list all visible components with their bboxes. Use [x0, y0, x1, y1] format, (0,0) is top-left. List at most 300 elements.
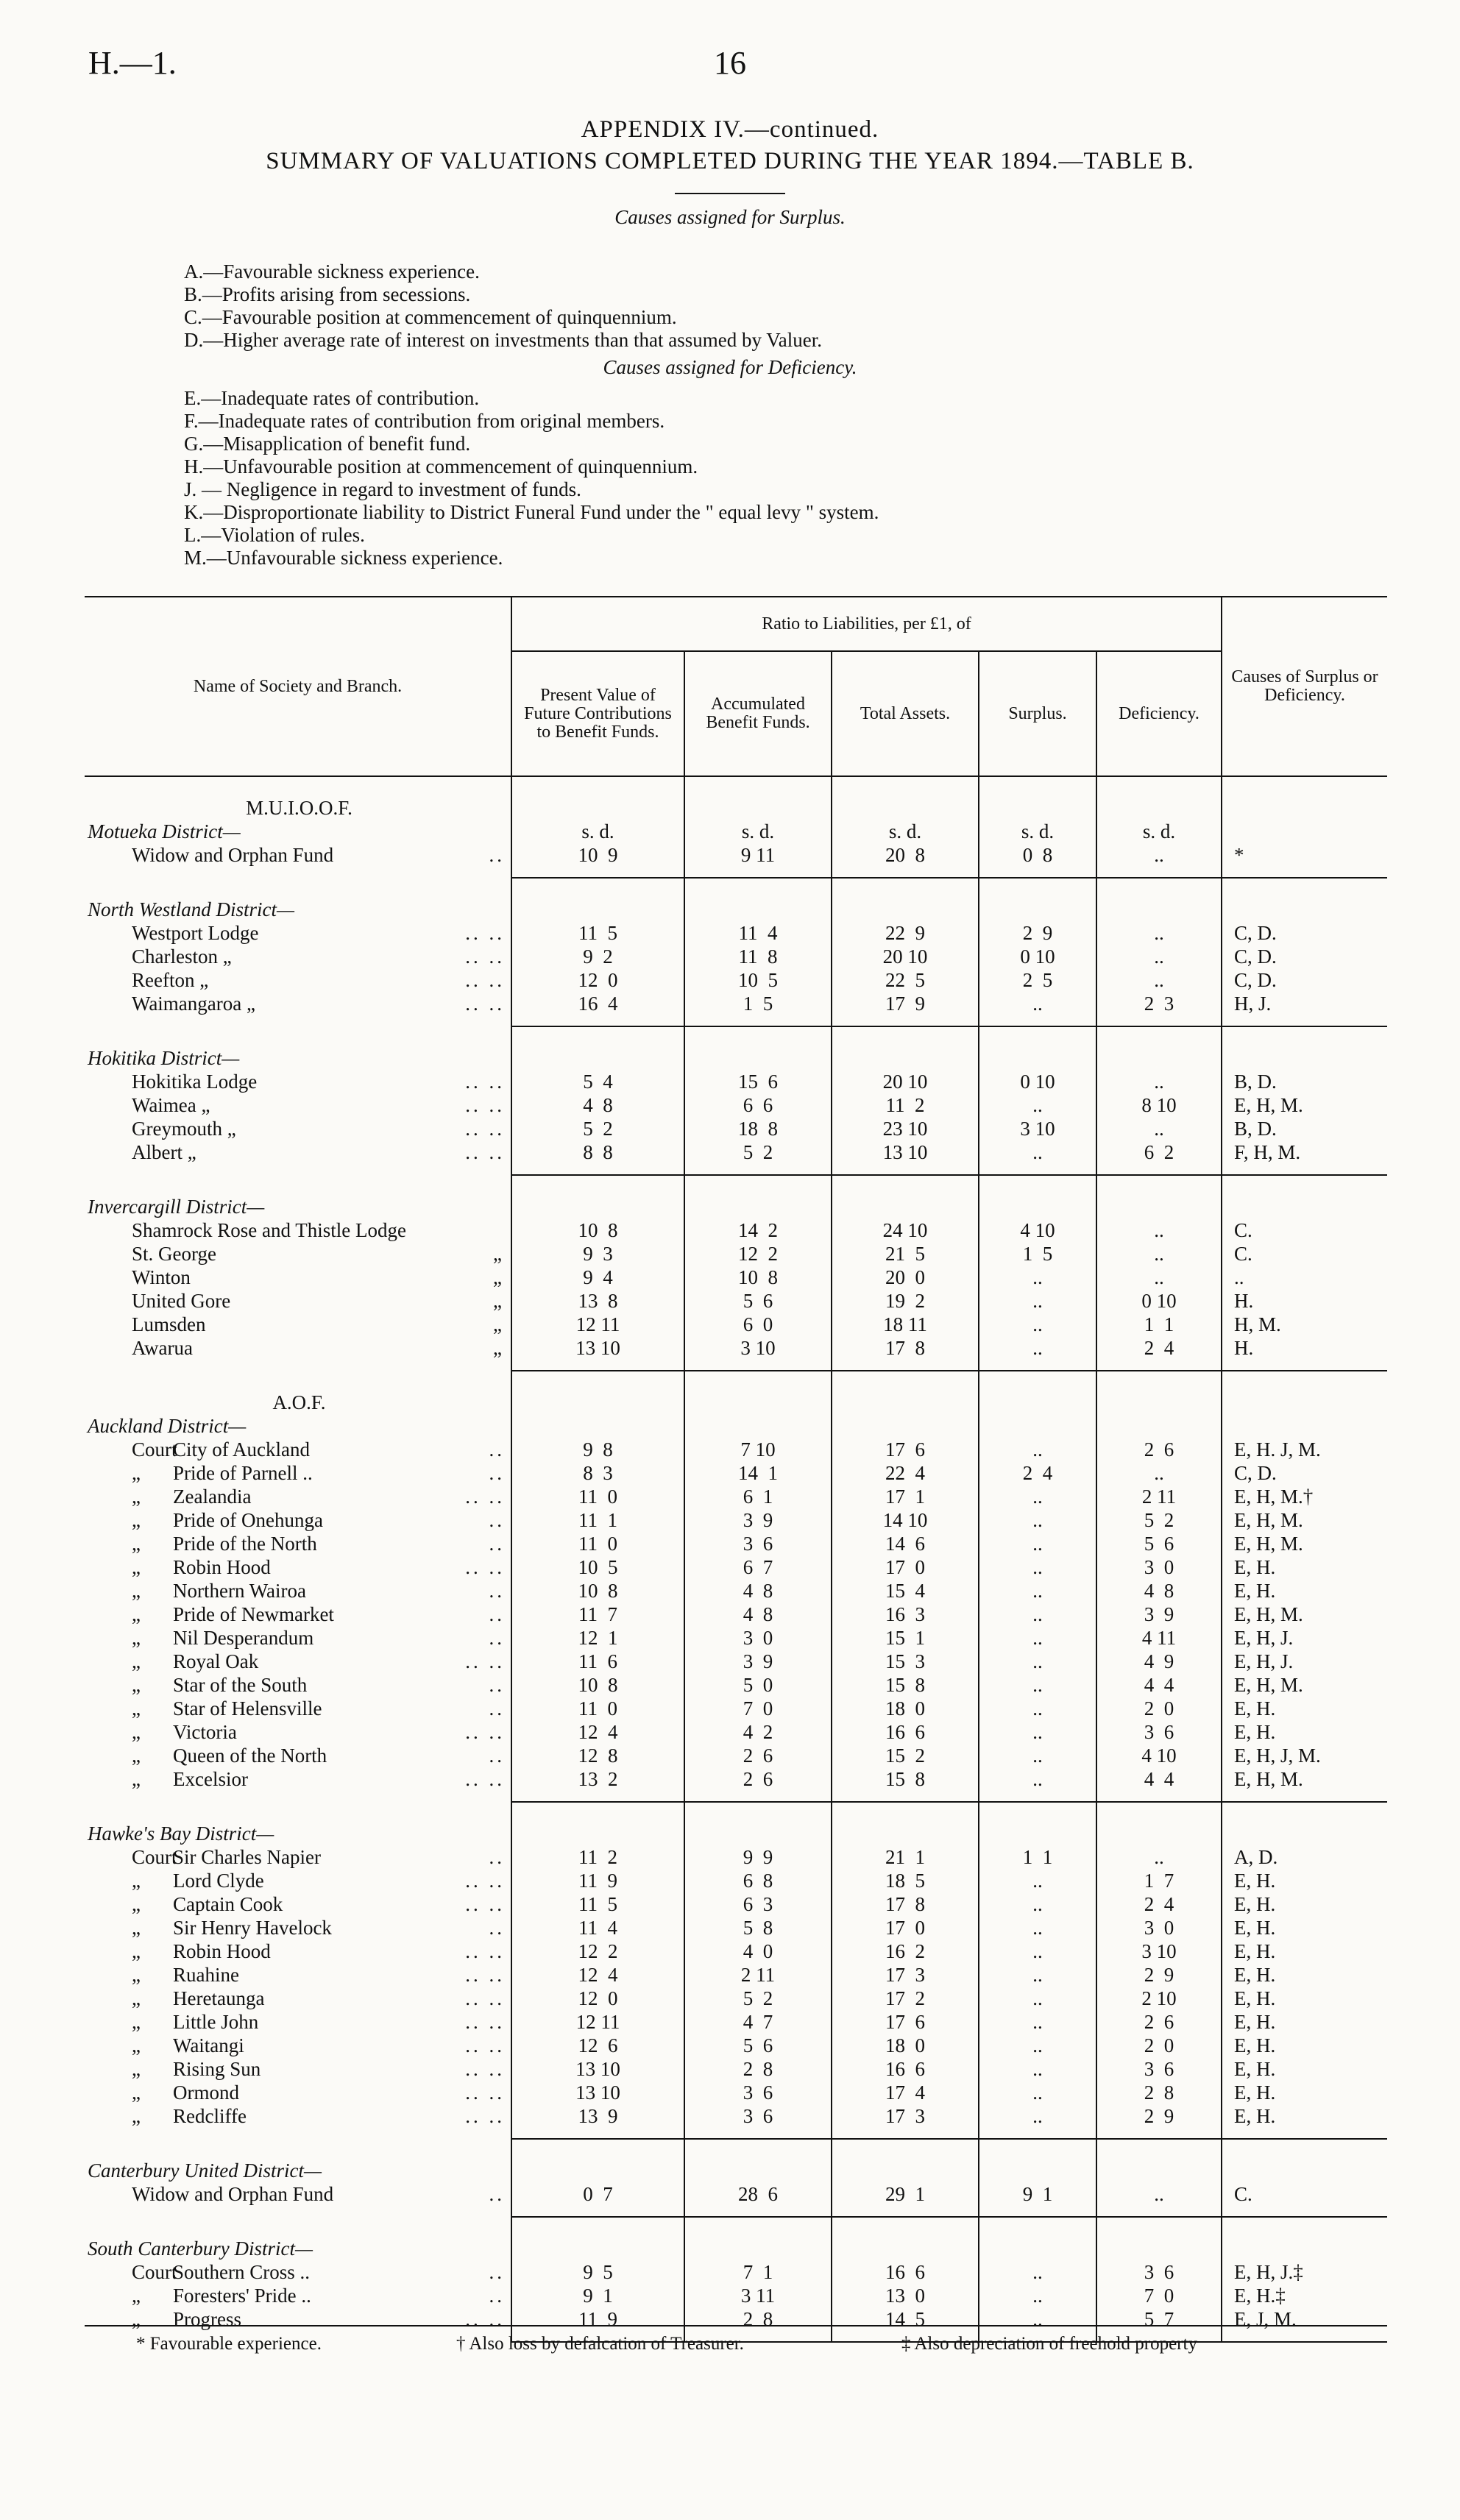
- branch-cell: [85, 2057, 511, 2081]
- present-value-cell: 12 0: [511, 968, 684, 992]
- present-value-cell: 9 8: [511, 1438, 684, 1461]
- branch-name: Widow and Orphan Fund: [132, 844, 334, 866]
- cause-cell: ..: [1222, 1266, 1387, 1289]
- present-value-cell: 13 10: [511, 2057, 684, 2081]
- table-row: [85, 1626, 1387, 1650]
- branch-cell: [85, 1461, 511, 1485]
- accumulated-funds-cell: 9 11: [684, 843, 832, 867]
- branch-cell: [85, 1767, 511, 1791]
- deficiency-cell: 5 2: [1096, 1508, 1222, 1532]
- total-assets-cell: 17 6: [832, 2010, 979, 2034]
- table-row: [85, 1767, 1387, 1791]
- deficiency-cause-item: G.—Misapplication of benefit fund.: [184, 433, 471, 455]
- accumulated-funds-cell: 4 0: [684, 1939, 832, 1963]
- present-value-cell: 9 2: [511, 945, 684, 968]
- surplus-cause-item: D.—Higher average rate of interest on investments than that assumed by Valuer.: [184, 329, 823, 351]
- accumulated-funds-cell: 3 9: [684, 1650, 832, 1673]
- surplus-cell: ..: [979, 2010, 1096, 2034]
- cause-cell: B, D.: [1222, 1070, 1387, 1093]
- society-name: M.U.I.O.O.F.: [246, 797, 352, 819]
- leader-dots: ..: [489, 1603, 505, 1625]
- present-value-cell: 10 5: [511, 1555, 684, 1579]
- branch-name: Star of the South: [173, 1674, 308, 1696]
- leader-dots: .. ..: [465, 2011, 505, 2033]
- branch-name: Star of Helensville: [173, 1697, 322, 1719]
- branch-name: Foresters' Pride ..: [173, 2285, 311, 2307]
- surplus-cell: 2 5: [979, 968, 1096, 992]
- accumulated-funds-cell: 12 2: [684, 1242, 832, 1266]
- branch-cell: [85, 921, 511, 945]
- district-group: [85, 878, 1387, 1026]
- cause-cell: E, H.: [1222, 1869, 1387, 1892]
- total-assets-cell: 29 1: [832, 2182, 979, 2206]
- branch-cell: [85, 1140, 511, 1164]
- total-assets-cell: 19 2: [832, 1289, 979, 1313]
- branch-cell: [85, 1117, 511, 1140]
- total-assets-cell: 15 8: [832, 1673, 979, 1697]
- leader-dots: .. ..: [465, 1556, 505, 1578]
- accumulated-funds-cell: 4 7: [684, 2010, 832, 2034]
- leader-dots: ..: [489, 1509, 505, 1531]
- present-value-cell: 13 9: [511, 2104, 684, 2128]
- total-assets-cell: 17 8: [832, 1892, 979, 1916]
- branch-name: Greymouth „: [132, 1118, 236, 1140]
- deficiency-cause-item: K.—Disproportionate liability to District Funeral Fund under the " equal levy " system.: [184, 501, 879, 523]
- deficiency-cell: 2 0: [1096, 1697, 1222, 1720]
- table-row: [85, 945, 1387, 968]
- surplus-cell: 0 10: [979, 945, 1096, 968]
- branch-prefix: „: [132, 1556, 141, 1578]
- branch-cell: [85, 1987, 511, 2010]
- branch-name: Charleston „: [132, 945, 232, 968]
- branch-prefix: Court: [132, 2261, 177, 2283]
- leader-dots: ..: [489, 1438, 505, 1460]
- present-value-cell: 10 8: [511, 1579, 684, 1602]
- present-value-cell: 16 4: [511, 992, 684, 1015]
- present-value-cell: 9 4: [511, 1266, 684, 1289]
- branch-name: Nil Desperandum: [173, 1627, 314, 1649]
- branch-name: Pride of the North: [173, 1533, 317, 1555]
- surplus-cause-item: A.—Favourable sickness experience.: [184, 260, 480, 283]
- deficiency-cell: ..: [1096, 945, 1222, 968]
- accumulated-funds-cell: 2 8: [684, 2057, 832, 2081]
- branch-prefix: „: [132, 1987, 141, 2009]
- table-row: [85, 1461, 1387, 1485]
- deficiency-cell: 6 2: [1096, 1140, 1222, 1164]
- branch-name: Royal Oak: [173, 1650, 259, 1672]
- branch-cell: [85, 2284, 511, 2307]
- table-row: [85, 992, 1387, 1015]
- cause-cell: B, D.: [1222, 1117, 1387, 1140]
- header-causes: Causes of Surplus or Deficiency.: [1222, 597, 1387, 776]
- deficiency-cell: ..: [1096, 968, 1222, 992]
- leader-dots: „: [493, 1243, 505, 1265]
- total-assets-cell: 20 10: [832, 945, 979, 968]
- leader-dots: „: [493, 1266, 505, 1288]
- leader-dots: .. ..: [465, 1870, 505, 1892]
- deficiency-cell: 3 9: [1096, 1602, 1222, 1626]
- surplus-cell: ..: [979, 1673, 1096, 1697]
- branch-name: Pride of Onehunga: [173, 1509, 323, 1531]
- total-assets-cell: 21 5: [832, 1242, 979, 1266]
- accumulated-funds-cell: 5 2: [684, 1140, 832, 1164]
- unit-label: s. d.: [741, 820, 775, 842]
- total-assets-cell: 13 0: [832, 2284, 979, 2307]
- branch-cell: [85, 2182, 511, 2206]
- branch-cell: [85, 1869, 511, 1892]
- accumulated-funds-cell: 11 8: [684, 945, 832, 968]
- deficiency-cause-item: L.—Violation of rules.: [184, 524, 365, 546]
- surplus-cell: ..: [979, 2104, 1096, 2128]
- surplus-cell: ..: [979, 2034, 1096, 2057]
- cause-cell: E, H, J.: [1222, 1626, 1387, 1650]
- present-value-cell: 10 8: [511, 1218, 684, 1242]
- accumulated-funds-cell: 28 6: [684, 2182, 832, 2206]
- surplus-cell: 0 10: [979, 1070, 1096, 1093]
- accumulated-funds-cell: 6 3: [684, 1892, 832, 1916]
- total-assets-cell: 17 0: [832, 1555, 979, 1579]
- branch-name: Widow and Orphan Fund: [132, 2183, 334, 2205]
- branch-prefix: „: [132, 2285, 141, 2307]
- surplus-cell: ..: [979, 1508, 1096, 1532]
- table-row: [85, 1869, 1387, 1892]
- branch-name: Pride of Newmarket: [173, 1603, 334, 1625]
- deficiency-cell: ..: [1096, 1266, 1222, 1289]
- table-row: [85, 1140, 1387, 1164]
- branch-cell: [85, 1602, 511, 1626]
- present-value-cell: 12 4: [511, 1720, 684, 1744]
- deficiency-cell: 3 10: [1096, 1939, 1222, 1963]
- leader-dots: ..: [489, 1745, 505, 1767]
- leader-dots: .. ..: [465, 2034, 505, 2056]
- surplus-cell: ..: [979, 1438, 1096, 1461]
- table-row: [85, 1532, 1387, 1555]
- district-group: [85, 1175, 1387, 1371]
- branch-cell: [85, 1289, 511, 1313]
- table-row: [85, 1117, 1387, 1140]
- deficiency-cell: 3 0: [1096, 1916, 1222, 1939]
- document-reference: H.—1.: [88, 45, 177, 81]
- surplus-cell: ..: [979, 1313, 1096, 1336]
- leader-dots: ..: [489, 1627, 505, 1649]
- unit-label: s. d.: [1142, 820, 1176, 842]
- branch-prefix: „: [132, 1674, 141, 1696]
- surplus-cell: 1 1: [979, 1845, 1096, 1869]
- surplus-cell: 0 8: [979, 843, 1096, 867]
- surplus-cell: 2 4: [979, 1461, 1096, 1485]
- branch-prefix: „: [132, 1721, 141, 1743]
- table-row: [85, 1845, 1387, 1869]
- present-value-cell: 0 7: [511, 2182, 684, 2206]
- total-assets-cell: 15 8: [832, 1767, 979, 1791]
- present-value-cell: 11 0: [511, 1485, 684, 1508]
- present-value-cell: 12 2: [511, 1939, 684, 1963]
- district-name: North Westland District—: [88, 898, 295, 920]
- deficiency-cell: 2 8: [1096, 2081, 1222, 2104]
- present-value-cell: 10 8: [511, 1673, 684, 1697]
- leader-dots: .. ..: [465, 1118, 505, 1140]
- branch-prefix: „: [132, 2034, 141, 2056]
- total-assets-cell: 17 0: [832, 1916, 979, 1939]
- deficiency-cell: 2 3: [1096, 992, 1222, 1015]
- accumulated-funds-cell: 3 6: [684, 2104, 832, 2128]
- branch-cell: [85, 1485, 511, 1508]
- cause-cell: C.: [1222, 2182, 1387, 2206]
- present-value-cell: 12 8: [511, 1744, 684, 1767]
- total-assets-cell: 17 9: [832, 992, 979, 1015]
- surplus-cell: ..: [979, 2284, 1096, 2307]
- branch-cell: [85, 1650, 511, 1673]
- valuations-table: [85, 596, 1387, 2343]
- present-value-cell: 5 2: [511, 1117, 684, 1140]
- deficiency-cell: ..: [1096, 921, 1222, 945]
- present-value-cell: 9 5: [511, 2260, 684, 2284]
- table-row: [85, 2010, 1387, 2034]
- cause-cell: E, H.: [1222, 1963, 1387, 1987]
- surplus-cell: 9 1: [979, 2182, 1096, 2206]
- branch-name: Ruahine: [173, 1964, 239, 1986]
- present-value-cell: 11 0: [511, 1532, 684, 1555]
- total-assets-cell: 16 6: [832, 1720, 979, 1744]
- accumulated-funds-cell: 3 0: [684, 1626, 832, 1650]
- accumulated-funds-cell: 1 5: [684, 992, 832, 1015]
- surplus-cell: ..: [979, 1336, 1096, 1360]
- leader-dots: .. ..: [465, 2081, 505, 2104]
- leader-dots: ..: [489, 1674, 505, 1696]
- surplus-cell: ..: [979, 1579, 1096, 1602]
- deficiency-cell: 2 11: [1096, 1485, 1222, 1508]
- present-value-cell: 11 9: [511, 2307, 684, 2331]
- branch-name: Sir Henry Havelock: [173, 1917, 332, 1939]
- table-row: [85, 1939, 1387, 1963]
- branch-prefix: „: [132, 1870, 141, 1892]
- leader-dots: .. ..: [465, 1964, 505, 1986]
- deficiency-cell: ..: [1096, 1218, 1222, 1242]
- leader-dots: .. ..: [465, 969, 505, 991]
- deficiency-cause-item: H.—Unfavourable position at commencement of quinquennium.: [184, 455, 698, 478]
- total-assets-cell: 14 5: [832, 2307, 979, 2331]
- branch-name: Captain Cook: [173, 1893, 283, 1915]
- leader-dots: .. ..: [465, 922, 505, 944]
- accumulated-funds-cell: 2 6: [684, 1744, 832, 1767]
- deficiency-cell: 4 10: [1096, 1744, 1222, 1767]
- total-assets-cell: 15 1: [832, 1626, 979, 1650]
- header-total-assets: Total Assets.: [832, 651, 979, 776]
- cause-cell: E, H.: [1222, 2081, 1387, 2104]
- total-assets-cell: 22 9: [832, 921, 979, 945]
- total-assets-cell: 17 4: [832, 2081, 979, 2104]
- accumulated-funds-cell: 4 8: [684, 1602, 832, 1626]
- deficiency-cell: 2 10: [1096, 1987, 1222, 2010]
- leader-dots: „: [493, 1290, 505, 1312]
- leader-dots: ..: [489, 2261, 505, 2283]
- surplus-cell: ..: [979, 1767, 1096, 1791]
- table-row: [85, 2182, 1387, 2206]
- branch-cell: [85, 1313, 511, 1336]
- cause-cell: E, H, M.: [1222, 1093, 1387, 1117]
- cause-cell: E, H.: [1222, 1916, 1387, 1939]
- table-row: [85, 1266, 1387, 1289]
- surplus-cell: ..: [979, 1963, 1096, 1987]
- present-value-cell: 12 11: [511, 2010, 684, 2034]
- present-value-cell: 11 2: [511, 1845, 684, 1869]
- branch-prefix: „: [132, 1627, 141, 1649]
- deficiency-cell: 3 0: [1096, 1555, 1222, 1579]
- cause-cell: E, H.: [1222, 1892, 1387, 1916]
- surplus-cell: ..: [979, 1626, 1096, 1650]
- total-assets-cell: 16 2: [832, 1939, 979, 1963]
- header-deficiency: Deficiency.: [1096, 651, 1222, 776]
- branch-name: St. George: [132, 1243, 216, 1265]
- deficiency-cell: 3 6: [1096, 2260, 1222, 2284]
- total-assets-cell: 11 2: [832, 1093, 979, 1117]
- district-name: Canterbury United District—: [88, 2159, 322, 2182]
- cause-cell: H, M.: [1222, 1313, 1387, 1336]
- cause-cell: *: [1222, 843, 1387, 867]
- cause-cell: F, H, M.: [1222, 1140, 1387, 1164]
- cause-cell: H.: [1222, 1289, 1387, 1313]
- deficiency-cell: 7 0: [1096, 2284, 1222, 2307]
- deficiency-cell: 2 9: [1096, 2104, 1222, 2128]
- deficiency-cell: 4 4: [1096, 1673, 1222, 1697]
- branch-name: Rising Sun: [173, 2058, 261, 2080]
- surplus-cell: ..: [979, 1987, 1096, 2010]
- district-name: Auckland District—: [88, 1415, 247, 1437]
- leader-dots: ..: [489, 2285, 505, 2307]
- deficiency-cell: ..: [1096, 1242, 1222, 1266]
- surplus-cell: 4 10: [979, 1218, 1096, 1242]
- surplus-cause-item: B.—Profits arising from secessions.: [184, 283, 471, 305]
- total-assets-cell: 15 2: [832, 1744, 979, 1767]
- surplus-cell: 2 9: [979, 921, 1096, 945]
- cause-cell: E, H, M.: [1222, 1508, 1387, 1532]
- table-row: [85, 968, 1387, 992]
- branch-name: Lumsden: [132, 1313, 206, 1335]
- cause-cell: E, H.: [1222, 2057, 1387, 2081]
- surplus-cell: ..: [979, 1916, 1096, 1939]
- deficiency-cell: 4 11: [1096, 1626, 1222, 1650]
- district-group: [85, 2139, 1387, 2217]
- cause-cell: E, H, M.†: [1222, 1485, 1387, 1508]
- table-row: [85, 1485, 1387, 1508]
- accumulated-funds-cell: 3 10: [684, 1336, 832, 1360]
- branch-prefix: „: [132, 2308, 141, 2330]
- footnote-star: * Favourable experience.: [136, 2334, 322, 2354]
- accumulated-funds-cell: 14 1: [684, 1461, 832, 1485]
- surplus-cause-item: C.—Favourable position at commencement of quinquennium.: [184, 306, 677, 328]
- table-row: [85, 1093, 1387, 1117]
- cause-cell: E, H.: [1222, 2104, 1387, 2128]
- accumulated-funds-cell: 6 6: [684, 1093, 832, 1117]
- table-row: [85, 2057, 1387, 2081]
- deficiency-cell: 3 6: [1096, 2057, 1222, 2081]
- branch-prefix: „: [132, 1509, 141, 1531]
- header-ratio: Ratio to Liabilities, per £1, of: [511, 597, 1222, 651]
- table-row: [85, 1438, 1387, 1461]
- present-value-cell: 5 4: [511, 1070, 684, 1093]
- deficiency-cell: ..: [1096, 843, 1222, 867]
- deficiency-cell: 5 7: [1096, 2307, 1222, 2331]
- branch-prefix: „: [132, 1745, 141, 1767]
- table-row: [85, 1218, 1387, 1242]
- deficiency-cell: ..: [1096, 2182, 1222, 2206]
- present-value-cell: 11 6: [511, 1650, 684, 1673]
- surplus-cell: ..: [979, 1939, 1096, 1963]
- leader-dots: .. ..: [465, 1987, 505, 2009]
- branch-cell: [85, 2260, 511, 2284]
- leader-dots: .. ..: [465, 1094, 505, 1116]
- table-row: [85, 1673, 1387, 1697]
- branch-prefix: „: [132, 1893, 141, 1915]
- district-group: [85, 1802, 1387, 2139]
- table-row: [85, 2034, 1387, 2057]
- cause-cell: A, D.: [1222, 1845, 1387, 1869]
- branch-cell: [85, 992, 511, 1015]
- total-assets-cell: 14 10: [832, 1508, 979, 1532]
- footnote-ddagger: ‡ Also depreciation of freehold property: [901, 2334, 1197, 2354]
- branch-prefix: „: [132, 1580, 141, 1602]
- present-value-cell: 12 6: [511, 2034, 684, 2057]
- branch-cell: [85, 2307, 511, 2331]
- surplus-cell: 3 10: [979, 1117, 1096, 1140]
- leader-dots: .. ..: [465, 2058, 505, 2080]
- district-group: [85, 776, 1387, 878]
- branch-name: Reefton „: [132, 969, 209, 991]
- branch-cell: [85, 1939, 511, 1963]
- surplus-cell: ..: [979, 1140, 1096, 1164]
- footnote-dagger: † Also loss by defalcation of Treasurer.: [456, 2334, 744, 2354]
- present-value-cell: 13 2: [511, 1767, 684, 1791]
- surplus-cell: 1 5: [979, 1242, 1096, 1266]
- cause-cell: E, H.‡: [1222, 2284, 1387, 2307]
- leader-dots: .. ..: [465, 993, 505, 1015]
- branch-cell: [85, 1720, 511, 1744]
- total-assets-cell: 16 6: [832, 2260, 979, 2284]
- deficiency-cell: 1 1: [1096, 1313, 1222, 1336]
- table-row: [85, 2260, 1387, 2284]
- accumulated-funds-cell: 5 0: [684, 1673, 832, 1697]
- total-assets-cell: 14 6: [832, 1532, 979, 1555]
- table-row: [85, 1313, 1387, 1336]
- surplus-cell: ..: [979, 1697, 1096, 1720]
- cause-cell: C, D.: [1222, 945, 1387, 968]
- present-value-cell: 8 8: [511, 1140, 684, 1164]
- table-row: [85, 1242, 1387, 1266]
- present-value-cell: 11 0: [511, 1697, 684, 1720]
- cause-cell: C, D.: [1222, 1461, 1387, 1485]
- present-value-cell: 11 5: [511, 921, 684, 945]
- present-value-cell: 11 5: [511, 1892, 684, 1916]
- branch-prefix: „: [132, 1603, 141, 1625]
- branch-name: Waimangaroa „: [132, 993, 255, 1015]
- surplus-cell: ..: [979, 1266, 1096, 1289]
- branch-cell: [85, 1673, 511, 1697]
- branch-name: Awarua: [132, 1337, 193, 1359]
- total-assets-cell: 23 10: [832, 1117, 979, 1140]
- deficiency-cell: 4 8: [1096, 1579, 1222, 1602]
- total-assets-cell: 22 4: [832, 1461, 979, 1485]
- total-assets-cell: 20 10: [832, 1070, 979, 1093]
- branch-cell: [85, 1438, 511, 1461]
- branch-name: Winton: [132, 1266, 191, 1288]
- table-row: [85, 1289, 1387, 1313]
- branch-name: Progress: [173, 2308, 241, 2330]
- accumulated-funds-cell: 7 0: [684, 1697, 832, 1720]
- accumulated-funds-cell: 5 6: [684, 1289, 832, 1313]
- total-assets-cell: 17 3: [832, 2104, 979, 2128]
- branch-name: Lord Clyde: [173, 1870, 264, 1892]
- table-row: [85, 1602, 1387, 1626]
